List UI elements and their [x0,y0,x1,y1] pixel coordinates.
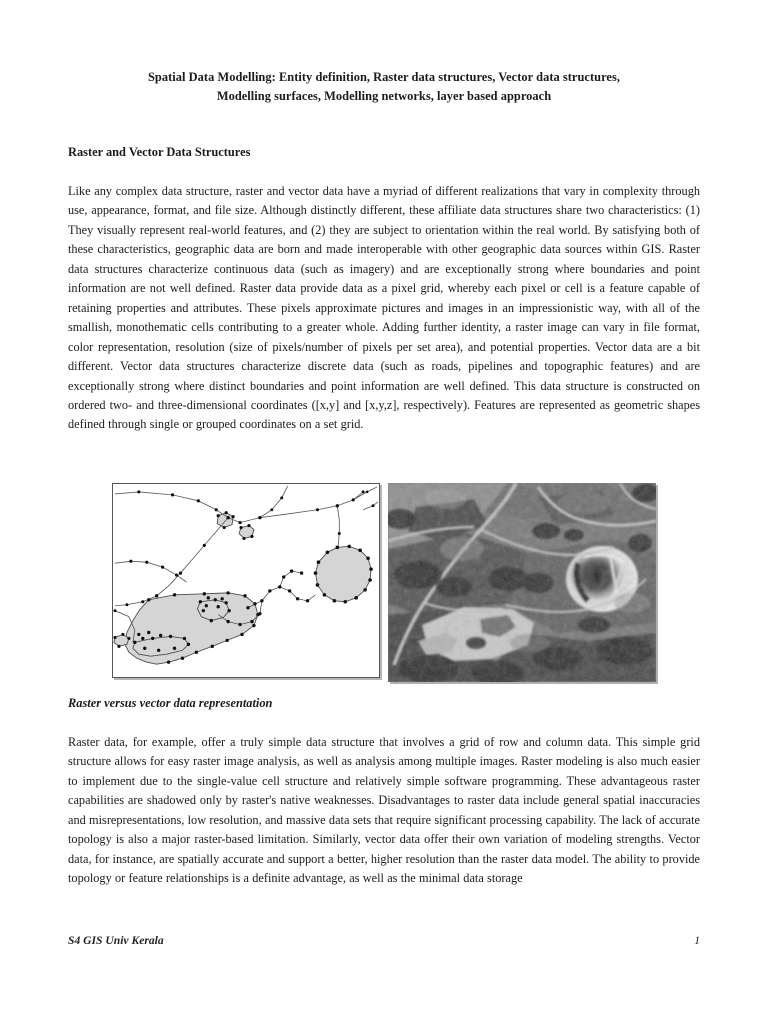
section-heading-1: Raster and Vector Data Structures [68,145,251,159]
raster-data-figure [388,483,656,682]
footer-page-number: 1 [694,934,700,947]
section-paragraph-2: Raster data, for example, offer a truly simple data structure that involves a grid of row and column data. This simple grid structure allows for easy raster image analysis, as well as analysis among multiple images. Raster modeling is also much easier to implement due to the single-value cell structure and relatively simple software programming. These advantageous raster capabilities are shadowed only by raster's native weaknesses. Disadvantages to raster data include general spatial inaccuracies and misrepresentations, low resolution, and massive data sets that require significant processing capability. The lack of accurate topology is also a major raster-based limitation. Similarly, vector data offer their own variation of modeling strengths. Vector data, for instance, are spatially accurate and support a better, higher resolution than the raster data model. The ability to provide topology or feature relationships is a definite advantage, as well as the minimal data storage [68,735,700,886]
section-raster-versus-vector-data-representation [68,695,700,889]
section-raster-and-vector-data-structures [68,144,700,435]
page-footer [68,934,700,947]
section-paragraph-1: Like any complex data structure, raster and vector data have a myriad of different realizations that vary in complexity through use, appearance, format, and file size. Although distinctly different, these affiliate data structures share two characteristics: (1) They visually represent real-world features, and (2) they are subject to orientation within the real world. By satisfying both of these characteristics, geographic data are born and made interoperable with other geographic data sources within GIS. Raster data structures characterize continuous data (such as imagery) and are exceptionally strong where boundaries and point information are not well defined. Raster data provide data as a pixel grid, whereby each pixel or cell is a feature capable of retaining properties and attributes. These pixels approximate pictures and images in an impressionistic way, with all of the smallish, monothematic cells contributing to a greater whole. Adding further identity, a raster image can vary in file format, color representation, resolution (size of pixels/number of pixels per set area), and potential properties. Vector data are a bit different. Vector data structures characterize discrete data (such as roads, pipelines and topographic features) and are exceptionally strong where distinct boundaries and point information are well defined. This data structure is constructed on ordered two- and three-dimensional coordinates ([x,y] and [x,y,z], respectively). Features are represented as geometric shapes defined through single or grouped coordinates on a set grid. [68,184,700,432]
page-content [68,0,700,435]
document-title-line-2: Modelling surfaces, Modelling networks, layer based approach [216,89,552,103]
footer-left-text: S4 GIS Univ Kerala [68,934,164,947]
page-content-lower [68,695,700,889]
document-title [68,0,700,106]
document-title-line-1: Spatial Data Modelling: Entity definition, Raster data structures, Vector data structures, [147,70,620,84]
vector-data-figure [112,483,380,678]
vector-map-graphic [113,484,379,677]
figure-row [112,483,656,683]
aerial-photo-graphic [388,483,656,682]
section-heading-2: Raster versus vector data representation [68,696,273,710]
